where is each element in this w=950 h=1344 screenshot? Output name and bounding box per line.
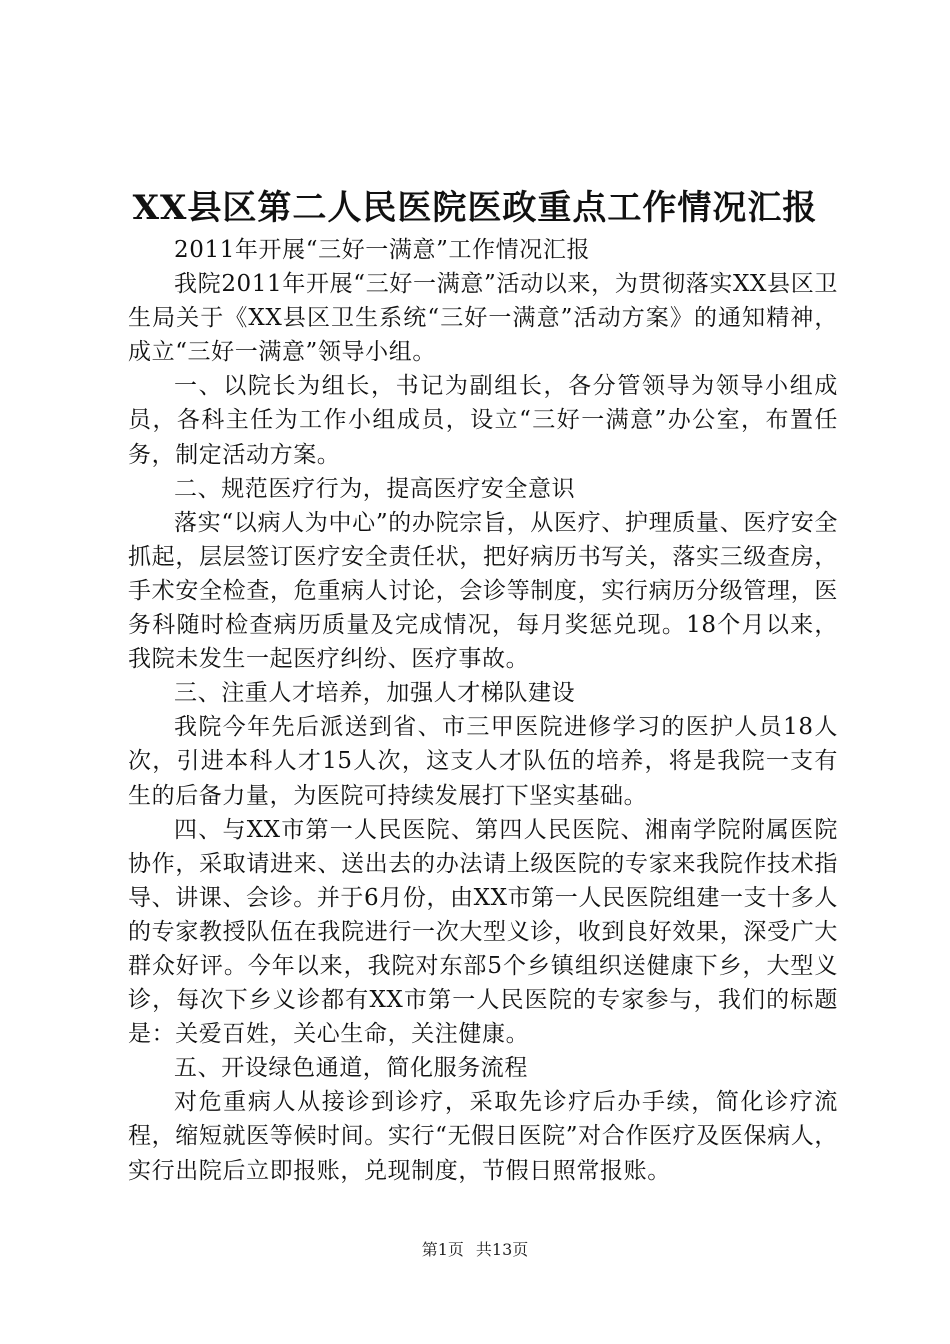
paragraph-section-5-body: 对危重病人从接诊到诊疗，采取先诊疗后办手续，简化诊疗流程，缩短就医等候时间。实行“无假日医院”对合作医疗及医保病人，实行出院后立即报账，兑现制度，节假日照常报账。 <box>128 1089 838 1184</box>
paragraph-intro: 我院2011年开展“三好一满意”活动以来，为贯彻落实XX县区卫生局关于《XX县区卫生系统“三好一满意”活动方案》的通知精神，成立“三好一满意”领导小组。 <box>128 271 838 366</box>
paragraph-report-heading: 2011年开展“三好一满意”工作情况汇报 <box>174 237 591 263</box>
paragraph-section-2-body: 落实“以病人为中心”的办院宗旨，从医疗、护理质量、医疗安全抓起，层层签订医疗安全责任状，把好病历书写关，落实三级查房，手术安全检查，危重病人讨论，会诊等制度，实行病历分级管理，医务科随时检查病历质量及完成情况，每月奖惩兑现。18个月以来，我院未发生一起医疗纠纷、医疗事故。 <box>128 509 838 673</box>
paragraph-section-1: 一、以院长为组长，书记为副组长，各分管领导为领导小组成员，各科主任为工作小组成员，设立“三好一满意”办公室，布置任务，制定活动方案。 <box>128 373 838 468</box>
paragraph-section-3-body: 我院今年先后派送到省、市三甲医院进修学习的医护人员18人次，引进本科人才15人次，这支人才队伍的培养，将是我院一支有生的后备力量，为医院可持续发展打下坚实基础。 <box>128 714 838 809</box>
paragraph-section-3-heading: 三、注重人才培养，加强人才梯队建设 <box>174 680 576 707</box>
page-number: 第1页 <box>421 1240 464 1259</box>
document-body <box>128 233 838 1188</box>
paragraph-section-4: 四、与XX市第一人民医院、第四人民医院、湘南学院附属医院协作，采取请进来、送出去的办法请上级医院的专家来我院作技术指导、讲课、会诊。并于6月份，由XX市第一人民医院组建一支十多人的专家教授队伍在我院进行一次大型义诊，收到良好效果，深受广大群众好评。今年以来，我院对东部5个乡镇组织送健康下乡，大型义诊，每次下乡义诊都有XX市第一人民医院的专家参与，我们的标题是：关爱百姓，关心生命，关注健康。 <box>128 816 838 1048</box>
paragraph-section-2-heading: 二、规范医疗行为，提高医疗安全意识 <box>174 475 576 502</box>
page-footer <box>0 1238 950 1262</box>
document-title: XX县区第二人民医院医政重点工作情况汇报 <box>132 188 818 228</box>
page-total: 共13页 <box>475 1240 529 1259</box>
paragraph-section-5-heading: 五、开设绿色通道，简化服务流程 <box>174 1055 528 1082</box>
